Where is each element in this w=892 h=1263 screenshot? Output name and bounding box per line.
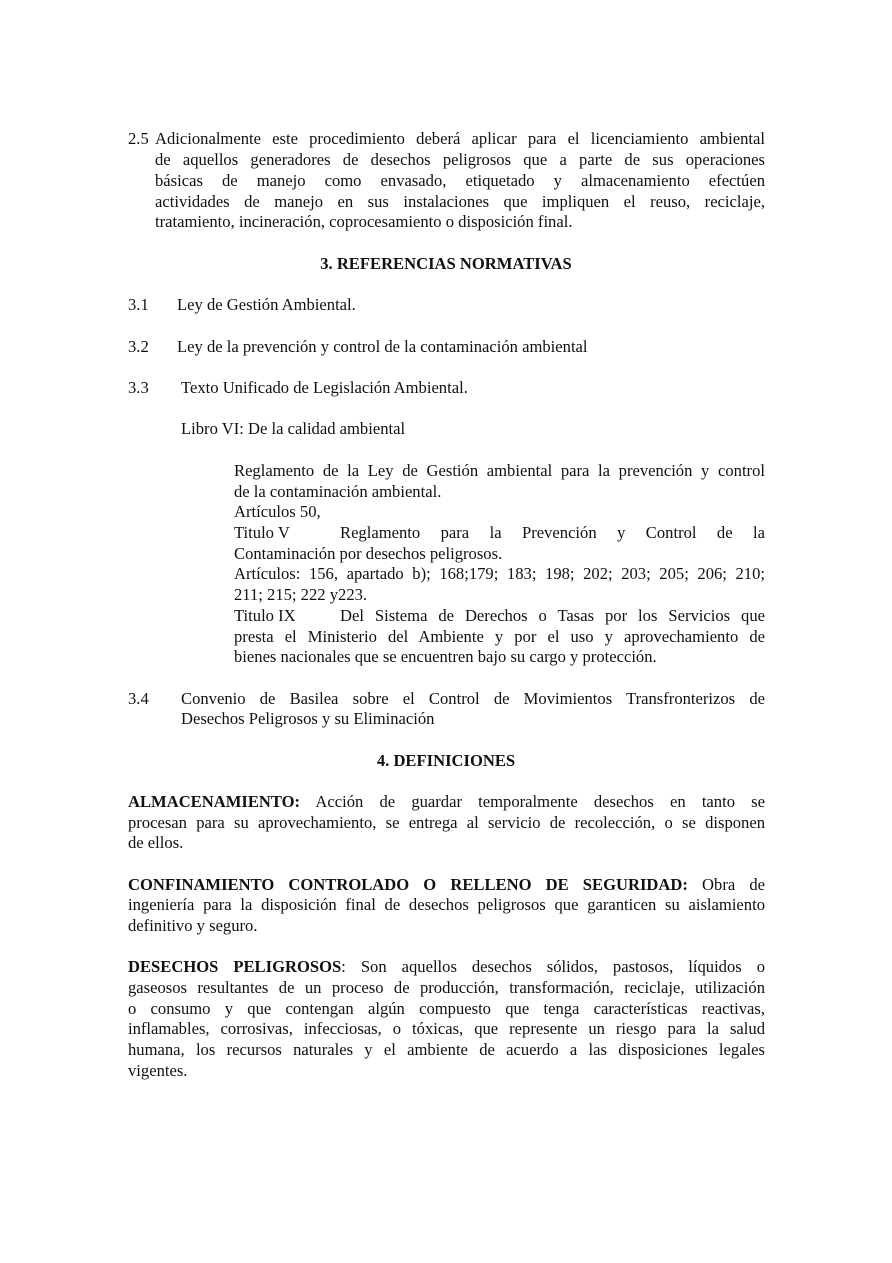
definition-text: definitivo y seguro. [128, 916, 258, 935]
definition-text: humana, los recursos naturales y el ambiente de acuerdo a las disposiciones legales [128, 1040, 765, 1059]
ref-3-1-number: 3.1 [128, 295, 149, 314]
definition-confinamiento [128, 874, 765, 895]
ref-3-2-text: Ley de la prevención y control de la contaminación ambiental [177, 337, 588, 356]
reglamento-line: de la contaminación ambiental. [234, 482, 442, 501]
ref-3-3-text: Texto Unificado de Legislación Ambiental. [181, 378, 468, 397]
section-2-5-line: de aquellos generadores de desechos peligrosos que a parte de sus operaciones [155, 150, 765, 169]
section-2-5-line: tratamiento, incineración, coprocesamiento o disposición final. [155, 212, 573, 231]
definition-text: de ellos. [128, 833, 184, 852]
definition-almacenamiento [128, 791, 765, 812]
definition-text: gaseosos resultantes de un proceso de producción, transformación, reciclaje, utilización [128, 978, 765, 997]
ref-3-2-number: 3.2 [128, 337, 149, 356]
section-2-5-number: 2.5 [128, 129, 149, 148]
reglamento-line: Artículos 50, [234, 502, 321, 521]
definition-text: Obra de [702, 875, 766, 894]
definition-text: inflamables, corrosivas, infecciosas, o tóxicas, que represente un riesgo para la salud [128, 1019, 765, 1038]
titulo-v-label: Titulo V [234, 523, 290, 542]
titulo-ix-label: Titulo IX [234, 606, 296, 625]
ref-3-1-text: Ley de Gestión Ambiental. [177, 295, 356, 314]
titulo-ix-text: bienes nacionales que se encuentren bajo su cargo y protección. [234, 647, 657, 666]
libro-vi: Libro VI: De la calidad ambiental [181, 419, 406, 438]
ref-3-4-text: Desechos Peligrosos y su Eliminación [181, 709, 435, 728]
titulo-ix-text: Del Sistema de Derechos o Tasas por los Servicios que [340, 606, 765, 625]
section-2-5-line: Adicionalmente este procedimiento deberá aplicar para el licenciamiento ambiental [155, 129, 765, 148]
ref-3-4-number: 3.4 [128, 689, 149, 708]
definition-text: procesan para su aprovechamiento, se entrega al servicio de recolección, o se disponen [128, 813, 765, 832]
definition-text: vigentes. [128, 1061, 188, 1080]
definition-text: ingeniería para la disposición final de desechos peligrosos que garanticen su aislamiento [128, 895, 765, 914]
section-4-heading: 4. DEFINICIONES [376, 751, 516, 770]
reglamento-line: Reglamento de la Ley de Gestión ambiental para la prevención y control [234, 461, 765, 480]
definition-term: ALMACENAMIENTO: [128, 792, 301, 811]
section-2-5-line: básicas de manejo como envasado, etiquetado y almacenamiento efectúen [155, 171, 765, 190]
ref-3-4-text: Convenio de Basilea sobre el Control de Movimientos Transfronterizos de [181, 689, 765, 708]
titulo-v-text: Contaminación por desechos peligrosos. [234, 544, 503, 563]
articulos-line: 211; 215; 222 y223. [234, 585, 368, 604]
section-3-heading: 3. REFERENCIAS NORMATIVAS [320, 254, 572, 273]
articulos-line: Artículos: 156, apartado b); 168;179; 183; 198; 202; 203; 205; 206; 210; [234, 564, 765, 583]
definition-text: o consumo y que contengan algún compuesto que tenga características reactivas, [128, 999, 765, 1018]
definition-term: CONFINAMIENTO CONTROLADO O RELLENO DE SEGURIDAD: [128, 875, 688, 894]
titulo-v-text: Reglamento para la Prevención y Control de la [340, 523, 765, 542]
definition-desechos-peligrosos [128, 956, 765, 977]
definition-text: : Son aquellos desechos sólidos, pastosos, líquidos o [341, 957, 765, 976]
section-2-5-line: actividades de manejo en sus instalaciones que impliquen el reuso, reciclaje, [155, 192, 765, 211]
titulo-ix-text: presta el Ministerio del Ambiente y por el uso y aprovechamiento de [234, 627, 765, 646]
ref-3-3-number: 3.3 [128, 378, 149, 397]
definition-text: Acción de guardar temporalmente desechos en tanto se [315, 792, 765, 811]
definition-term: DESECHOS PELIGROSOS [128, 957, 342, 976]
